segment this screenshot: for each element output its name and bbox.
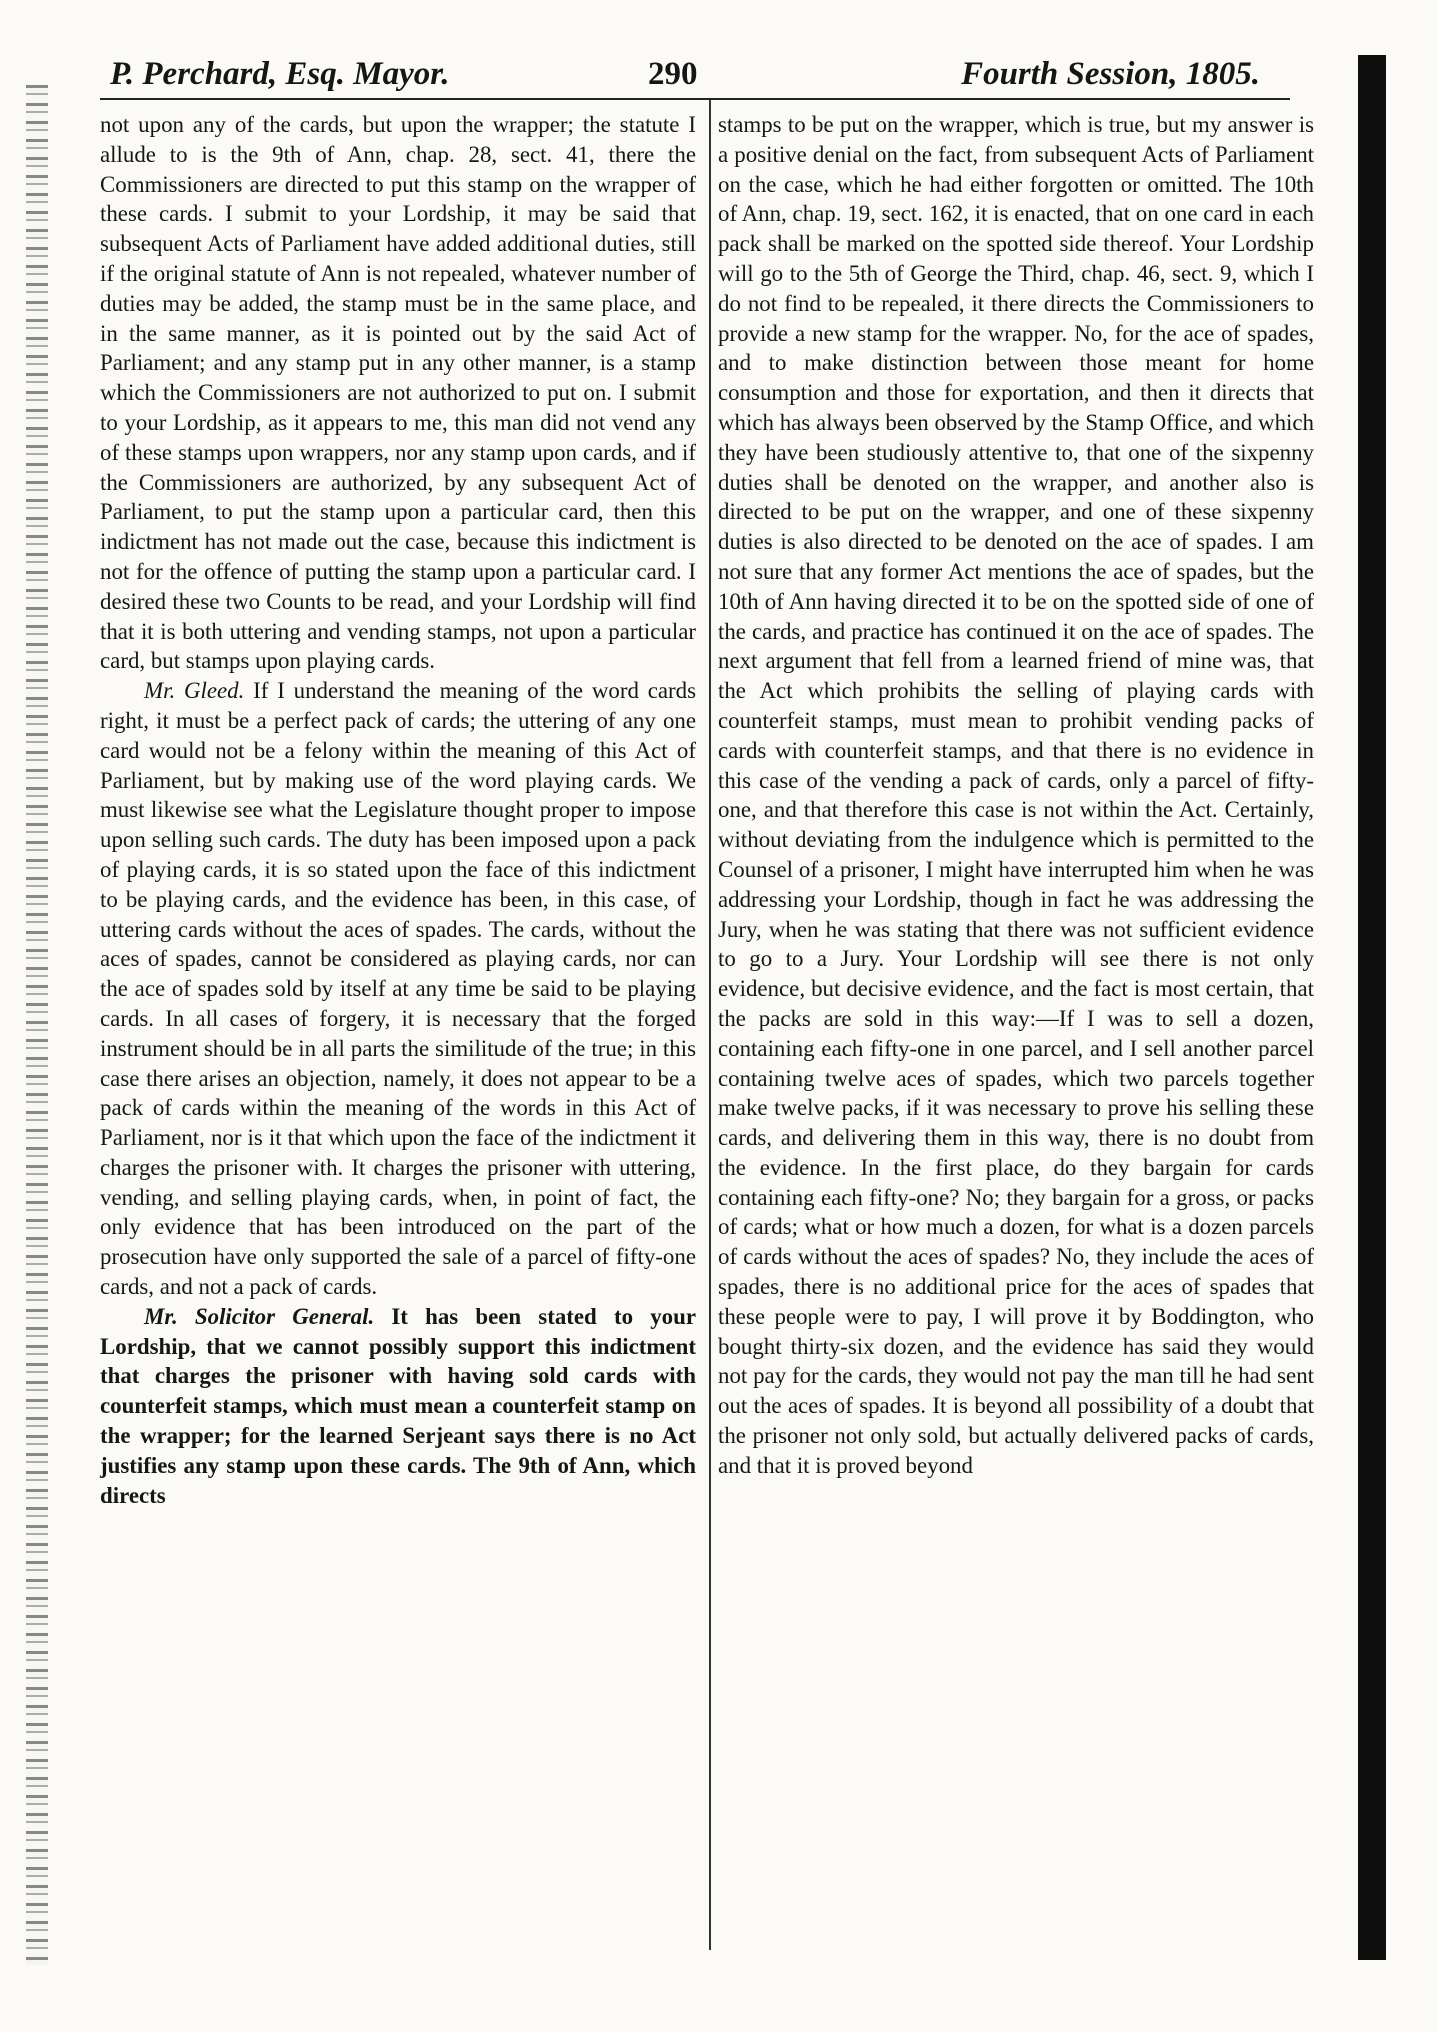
- right-column: [718, 110, 1314, 1481]
- left-column: [100, 110, 696, 1510]
- paragraph: [100, 110, 696, 676]
- header-right: Fourth Session, 1805.: [961, 56, 1260, 92]
- speaker-name: Mr. Gleed.: [144, 678, 245, 704]
- column-rule: [709, 100, 711, 1950]
- header-rule: [100, 98, 1290, 100]
- page-number: 290: [648, 56, 698, 92]
- header-left: P. Perchard, Esq. Mayor.: [110, 56, 450, 92]
- paragraph-text: If I understand the meaning of the word cards right, it must be a perfect pack of cards; the uttering of any one card would not be a felony within the meaning of this Act of Parliament, but by making use of the word playing cards. We must likewise see what the Legislature thought proper to impose upon selling such cards. The duty has been imposed upon a pack of playing cards, it is so stated upon the face of this indictment to be playing cards, and the evidence has been, in this case, of uttering cards without the aces of spades. The cards, without the aces of spades, cannot be considered as playing cards, nor can the ace of spades sold by itself at any time be said to be playing cards. In all cases of forgery, it is necessary that the forged instrument should be in all parts the similitude of the true; in this case there arises an objection, namely, it does not appear to be a pack of cards within the meaning of the words in this Act of Parliament, nor is it that which upon the face of the indictment it charges the prisoner with. It charges the prisoner with uttering, vending, and selling playing cards, when, in point of fact, the only evidence that has been introduced on the part of the prosecution have only supported the sale of a parcel of fifty-one cards, and not a pack of cards.: [100, 678, 697, 1300]
- paragraph-text: not upon any of the cards, but upon the wrapper; the statute I allude to is the 9th of Ann, chap. 28, sect. 41, there the Commissioners are directed to put this stamp on the wrapper of these cards. I submit to your Lordship, it may be said that subsequent Acts of Parliament have added additional duties, still if the original statute of Ann is not repealed, whatever number of duties may be added, the stamp must be in the same place, and in the same manner, as it is pointed out by the said Act of Parliament; and any stamp put in any other manner, is a stamp which the Commissioners are not authorized to put on. I submit to your Lordship, as it appears to me, this man did not vend any of these stamps upon wrappers, nor any stamp upon cards, and if the Commissioners are authorized, by any subsequent Act of Parliament, to put the stamp upon a particular card, then this indictment has not made out the case, because this indictment is not for the offence of putting the stamp upon a particular card. I desired these two Counts to be read, and your Lordship will find that it is both uttering and vending stamps, not upon a particular card, but stamps upon playing cards.: [100, 112, 696, 674]
- paragraph: [100, 676, 696, 1302]
- speaker-name: Mr. Solicitor General.: [144, 1303, 375, 1329]
- running-header: [100, 48, 1290, 96]
- paragraph-text: stamps to be put on the wrapper, which is true, but my answer is a positive denial on the fact, from subsequent Acts of Parliament on the case, which he had either forgotten or omitted. The 10th of Ann, chap. 19, sect. 162, it is enacted, that on one card in each pack shall be marked on the spotted side thereof. Your Lordship will go to the 5th of George the Third, chap. 46, sect. 9, which I do not find to be repealed, it there directs the Commissioners to provide a new stamp for the wrapper. No, for the ace of spades, and to make distinction between those meant for home consumption and those for exportation, and then it directs that which has always been observed by the Stamp Office, and which they have been studiously attentive to, that one of the sixpenny duties shall be denoted on the wrapper, and another also is directed to be put on the wrapper, and one of these sixpenny duties is also directed to be denoted on the ace of spades. I am not sure that any former Act mentions the ace of spades, but the 10th of Ann having directed it to be on the spotted side of one of the cards, and practice has continued it on the ace of spades. The next argument that fell from a learned friend of mine was, that the Act which prohibits the selling of playing cards with counterfeit stamps, must mean to prohibit vending packs of cards with counterfeit stamps, and that there is no evidence in this case of the vending a pack of cards, only a parcel of fifty-one, and that therefore this case is not within the Act. Certainly, without deviating from the indulgence which is permitted to the Counsel of a prisoner, I might have interrupted him when he was addressing your Lordship, though in fact he was addressing the Jury, when he was stating that there was not sufficient evidence to go to a Jury. Your Lordship will see there is not only evidence, but decisive evidence, and the fact is most certain, that the packs are sold in this way:—If I was to sell a dozen, containing each fifty-one in one parcel, and I sell another parcel containing twelve aces of spades, which two parcels together make twelve packs, if it was necessary to prove his selling these cards, and delivering them in this way, there is no doubt from the evidence. In the first place, do they bargain for cards containing each fifty-one? No; they bargain for a gross, or packs of cards; what or how much a dozen, for what is a dozen parcels of cards without the aces of spades? No, they include the aces of spades, there is no additional price for the aces of spades that these people were to pay, I will prove it by Boddington, who bought thirty-six dozen, and the evidence has said they would not pay for the cards, they would not pay the man till he had sent out the aces of spades. It is beyond all possibility of a doubt that the prisoner not only sold, but actually delivered packs of cards, and that it is proved beyond: [718, 112, 1314, 1478]
- paragraph-text: It has been stated to your Lordship, that we cannot possibly support this indictment that charges the prisoner with having sold cards with counterfeit stamps, which must mean a counterfeit stamp on the wrapper; for the learned Serjeant says there is no Act justifies any stamp upon these cards. The 9th of Ann, which directs: [100, 1303, 696, 1508]
- paragraph: [718, 110, 1314, 1481]
- scan-edge-left: [26, 85, 48, 1965]
- paragraph: [100, 1302, 696, 1511]
- scan-edge-right: [1358, 55, 1386, 1960]
